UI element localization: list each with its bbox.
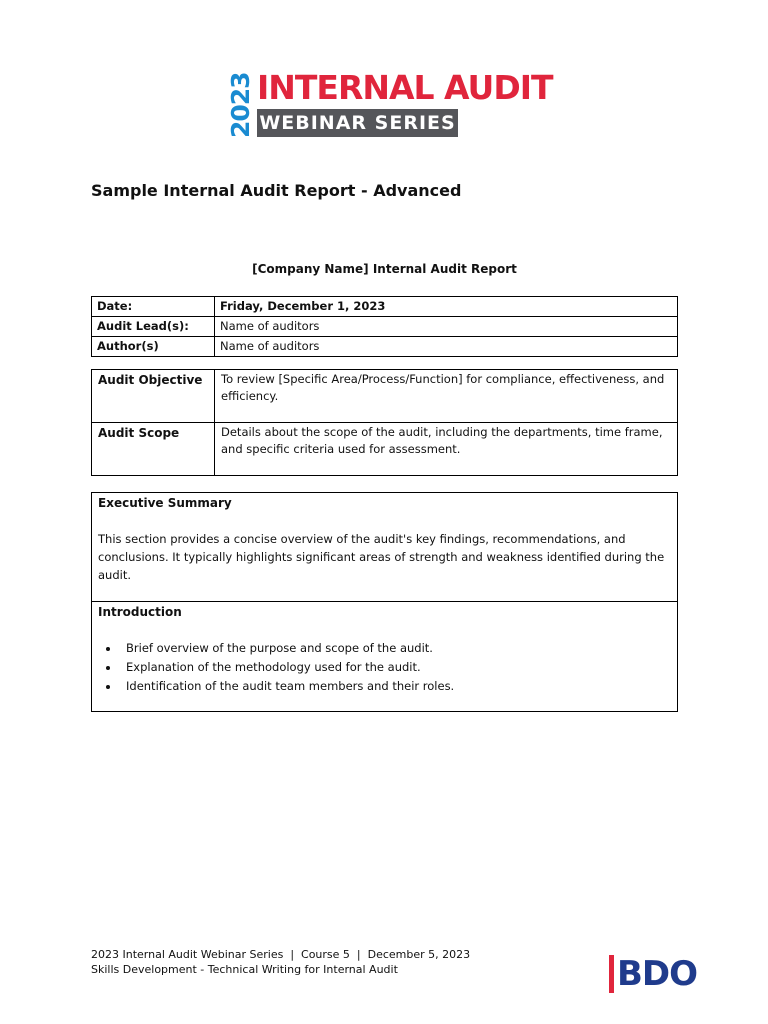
date-label: Date: — [92, 297, 215, 317]
author-label: Author(s) — [92, 337, 215, 357]
introduction-section — [92, 602, 678, 712]
list-item: • Brief overview of the purpose and scope of the audit. — [120, 639, 671, 658]
executive-summary-heading: Executive Summary — [98, 496, 232, 510]
introduction-list — [98, 639, 671, 696]
table-row — [92, 602, 678, 712]
audit-objective-label: Audit Objective — [92, 370, 215, 423]
author-value: Name of auditors — [215, 337, 678, 357]
executive-summary-body: This section provides a concise overview of the audit's key findings, recommendations, and conclusions. It typically highlights significant areas of strength and weakness identified during the audit. — [98, 532, 665, 582]
logo-subtitle: WEBINAR SERIES — [257, 109, 458, 137]
audit-lead-label: Audit Lead(s): — [92, 317, 215, 337]
report-sections-table — [91, 492, 678, 712]
table-row — [92, 337, 678, 357]
report-info-table — [91, 296, 678, 357]
page-footer — [91, 947, 470, 977]
bdo-logo — [609, 952, 709, 996]
table-row — [92, 370, 678, 423]
table-row — [92, 493, 678, 602]
logo-title: INTERNAL AUDIT — [257, 68, 553, 107]
footer-line-1: 2023 Internal Audit Webinar Series | Course 5 | December 5, 2023 — [91, 948, 471, 961]
footer-line-2: Skills Development - Technical Writing for Internal Audit — [91, 963, 398, 976]
list-item: • Identification of the audit team members and their roles. — [120, 677, 671, 696]
webinar-series-logo — [226, 68, 553, 142]
logo-year: 2023 — [226, 72, 255, 138]
list-item: • Explanation of the methodology used for the audit. — [120, 658, 671, 677]
audit-scope-value: Details about the scope of the audit, including the departments, time frame, and specific criteria used for assessment. — [215, 423, 678, 476]
table-row — [92, 317, 678, 337]
table-row — [92, 297, 678, 317]
document-title: Sample Internal Audit Report - Advanced — [91, 181, 462, 200]
audit-lead-value: Name of auditors — [215, 317, 678, 337]
audit-scope-label: Audit Scope — [92, 423, 215, 476]
audit-objective-value: To review [Specific Area/Process/Function] for compliance, effectiveness, and efficiency. — [215, 370, 678, 423]
introduction-heading: Introduction — [98, 605, 182, 619]
date-value: Friday, December 1, 2023 — [215, 297, 678, 317]
executive-summary-section — [92, 493, 678, 602]
objective-scope-table — [91, 369, 678, 476]
bdo-logo-bar — [609, 955, 614, 993]
report-title: [Company Name] Internal Audit Report — [252, 262, 517, 276]
bdo-logo-text: BDO — [617, 954, 698, 994]
table-row — [92, 423, 678, 476]
